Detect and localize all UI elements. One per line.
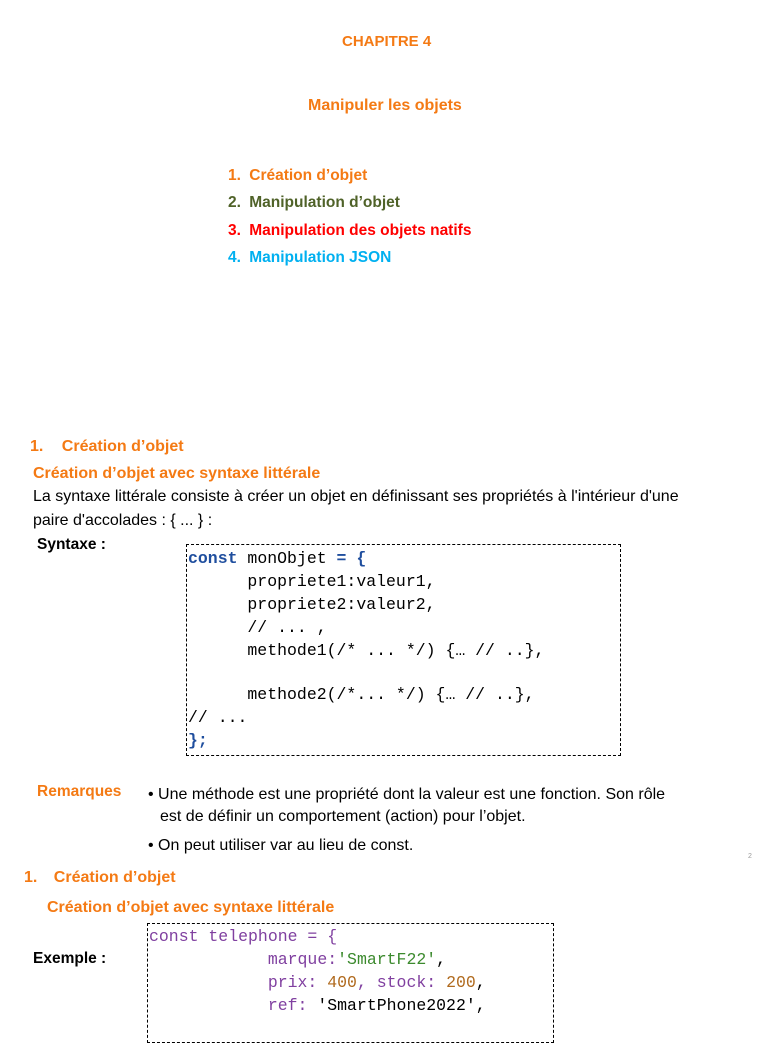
code-line-2: propriete1:valeur1, <box>188 572 436 591</box>
toc-item-number: 3. <box>228 222 241 239</box>
code-string: 'SmartF22' <box>337 950 437 969</box>
toc-item-label: Création d’objet <box>249 167 368 184</box>
toc-item-label: Manipulation JSON <box>249 249 392 266</box>
toc-item-3 <box>228 222 471 240</box>
code-punct: , <box>475 973 486 992</box>
section-heading <box>30 438 184 456</box>
section-heading-label: Création d’objet <box>61 438 184 455</box>
chapter-label: CHAPITRE 4 <box>342 33 432 50</box>
code-line-7: // ... <box>188 708 248 727</box>
code-line-6: methode2(/*... */) {… // ..}, <box>188 685 535 704</box>
section-heading-number: 1. <box>30 438 44 455</box>
toc-item-label: Manipulation d’objet <box>249 194 400 211</box>
code-operator: = { <box>336 549 367 568</box>
code-line-1 <box>188 549 366 569</box>
code-number: 400 <box>327 973 357 992</box>
code-line-8: }; <box>188 731 208 750</box>
remark-1-line-1: • Une méthode est une propriété dont la valeur est une fonction. Son rôle <box>148 786 666 803</box>
remark-1-line-2: est de définir un comportement (action) pour l’objet. <box>160 808 526 825</box>
section-heading-label: Création d’objet <box>53 869 176 886</box>
code-number: 200 <box>446 973 476 992</box>
code-keyword: const <box>188 549 238 568</box>
code-line-4: // ... , <box>188 618 327 637</box>
toc-item-number: 2. <box>228 194 241 211</box>
code-text: monObjet <box>237 549 337 568</box>
example-code-line-4 <box>149 996 486 1016</box>
section-heading-2 <box>24 869 176 887</box>
syntax-code-block <box>186 544 621 756</box>
intro-text-line-1: La syntaxe littérale consiste à créer un objet en définissant ses propriétés à l'intérieur d'une <box>33 488 679 505</box>
example-code-line-3 <box>149 973 486 993</box>
page-number: 2 <box>748 853 752 860</box>
toc-item-4 <box>228 249 391 267</box>
code-property: prix: <box>149 973 328 992</box>
code-line-5: methode1(/* ... */) {… // ..}, <box>188 641 545 660</box>
remark-2: • On peut utiliser var au lieu de const. <box>148 837 414 854</box>
remarks-label: Remarques <box>37 783 122 800</box>
toc-item-label: Manipulation des objets natifs <box>249 222 472 239</box>
code-punct: , <box>475 996 486 1015</box>
code-punct: , <box>436 950 447 969</box>
toc-item-number: 4. <box>228 249 241 266</box>
code-property: , stock: <box>356 973 447 992</box>
code-property: ref: <box>149 996 318 1015</box>
subsection-heading-2: Création d’objet avec syntaxe littérale <box>47 899 335 916</box>
toc-item-number: 1. <box>228 167 241 184</box>
intro-text-line-2: paire d'accolades : { ... } : <box>33 512 213 529</box>
code-property: marque: <box>149 950 338 969</box>
code-line-3: propriete2:valeur2, <box>188 595 436 614</box>
chapter-title: Manipuler les objets <box>308 97 462 114</box>
subsection-heading: Création d’objet avec syntaxe littérale <box>33 465 321 482</box>
code-string: 'SmartPhone2022' <box>317 996 476 1015</box>
toc-item-2 <box>228 194 400 212</box>
section-heading-number: 1. <box>24 869 38 886</box>
example-code-line-1: const telephone = { <box>149 927 338 946</box>
syntax-label: Syntaxe : <box>37 536 106 553</box>
example-label: Exemple : <box>33 950 107 967</box>
toc-item-1 <box>228 167 367 185</box>
example-code-block <box>147 923 554 1043</box>
example-code-line-2 <box>149 950 446 970</box>
